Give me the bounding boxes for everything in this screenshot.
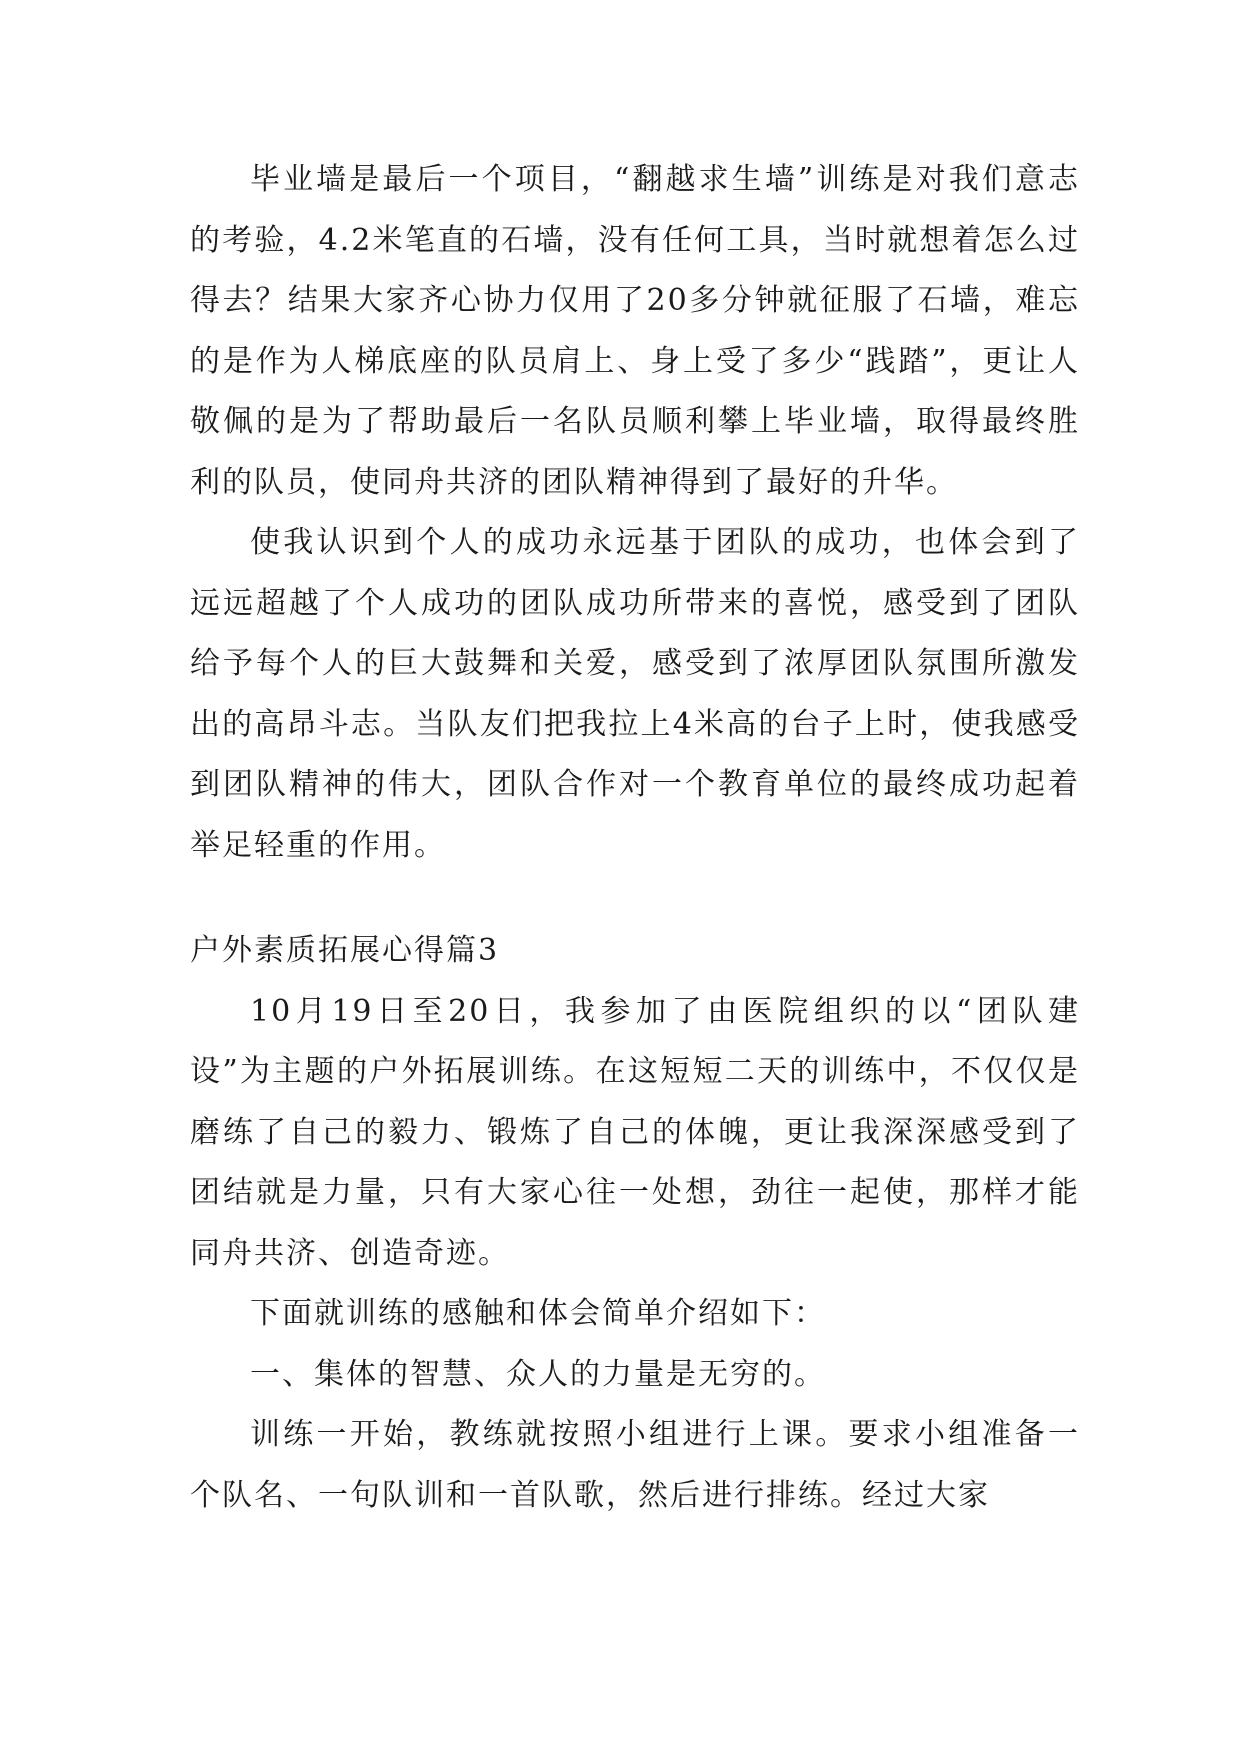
paragraph-summary-lead: 下面就训练的感触和体会简单介绍如下：: [250, 1296, 826, 1331]
paragraph-training-start: 训练一开始，教练就按照小组进行上课。要求小组准备一个队名、一句队训和一首队歌，然后进行排练。经过大家: [190, 1417, 1080, 1513]
paragraph-point-one: 一、集体的智慧、众人的力量是无穷的。: [250, 1356, 826, 1392]
paragraph-training-intro: 10月19日至20日，我参加了由医院组织的以“团队建设”为主题的户外拓展训练。在这短短二天的训练中，不仅仅是磨练了自己的毅力、锻炼了自己的体魄，更让我深深感受到了团结就是力量，只有大家心往一处想，劲往一起使，那样才能同舟共济、创造奇迹。: [190, 993, 1080, 1271]
paragraph-graduation-wall: 毕业墙是最后一个项目，“翻越求生墙”训练是对我们意志的考验，4.2米笔直的石墙，没有任何工具，当时就想着怎么过得去？结果大家齐心协力仅用了20多分钟就征服了石墙，难忘的是作为人梯底座的队员肩上、身上受了多少“践踏”，更让人敬佩的是为了帮助最后一名队员顺利攀上毕业墙，取得最终胜利的队员，使同舟共济的团队精神得到了最好的升华。: [190, 162, 1080, 500]
paragraph-team-success: 使我认识到个人的成功永远基于团队的成功，也体会到了远远超越了个人成功的团队成功所带来的喜悦，感受到了团队给予每个人的巨大鼓舞和关爱，感受到了浓厚团队氛围所激发出的高昂斗志。当队友们把我拉上4米高的台子上时，使我感受到团队精神的伟大，团队合作对一个教育单位的最终成功起着举足轻重的作用。: [190, 525, 1080, 863]
document-body: [190, 150, 1080, 1526]
section-title: 户外素质拓展心得篇3: [190, 933, 500, 968]
